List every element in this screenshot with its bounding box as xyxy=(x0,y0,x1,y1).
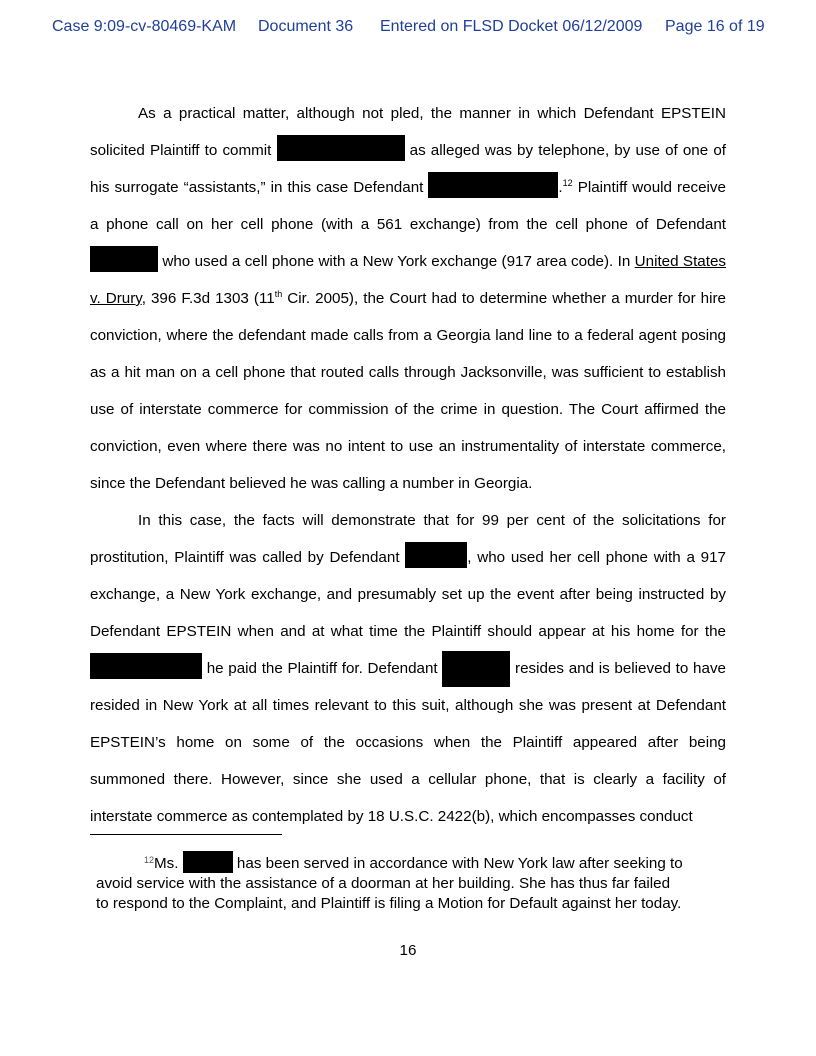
redaction-box xyxy=(428,172,558,198)
redaction-box xyxy=(405,542,467,568)
header-docket-entry: Entered on FLSD Docket 06/12/2009 xyxy=(380,18,643,35)
paragraph-1-text-4: Plaintiff would receive a phone call on her cell phone (with a 561 exchange) from the cell phone of Defendant xyxy=(90,179,726,233)
header-page-count: Page 16 of 19 xyxy=(665,18,765,35)
case-citation: United States v. Drury xyxy=(90,253,726,307)
paragraph-1-text-6: , 396 F.3d 1303 (11 xyxy=(141,290,275,307)
footnote-reference: 12 xyxy=(562,178,573,188)
paragraph-1-text-2: as alleged was by telephone, by use of one of his surrogate “assistants,” in this case Defendant xyxy=(90,142,726,196)
footnote-line-1 xyxy=(96,850,732,874)
paragraph-2-text-4: resides and is believed to have resided in New York at all times relevant to this suit, although she was present at Defendant EPSTEIN’s home on some of the occasions when the Plaintiff appeared after being summoned there. However, since she used a cellular phone, that is clearly a facility of interstate commerce as contemplated by 18 U.S.C. 2422(b), which encompasses conduct xyxy=(90,660,726,825)
docket-header xyxy=(0,18,816,38)
header-case-number: Case 9:09-cv-80469-KAM xyxy=(52,18,237,35)
paragraph-2-text-3: he paid the Plaintiff for. Defendant xyxy=(202,660,443,677)
document-body xyxy=(90,95,726,835)
footnote-line-3: to respond to the Complaint, and Plaintiff is filing a Motion for Default against her today. xyxy=(96,895,682,912)
paragraph-1-text-1: As a practical matter, although not pled, the manner in which Defendant EPSTEIN solicited Plaintiff to commit xyxy=(90,105,726,159)
footnote-line-2: avoid service with the assistance of a doorman at her building. She has thus far failed xyxy=(96,875,671,892)
paragraph-1-text-3: . xyxy=(558,179,563,196)
paragraph-2-text-2: , who used her cell phone with a 917 exchange, a New York exchange, and presumably set up the event after being instructed by Defendant EPSTEIN when and at what time the Plaintiff should appear at his home for the xyxy=(90,549,726,640)
paragraph-2-text-1: In this case, the facts will demonstrate that for 99 per cent of the solicitations for prostitution, Plaintiff was called by Defendant xyxy=(90,512,726,566)
redaction-box xyxy=(90,246,158,272)
footnote-text-2: has been served in accordance with New York law after seeking to xyxy=(232,855,683,872)
footnote-marker: 12 xyxy=(144,855,155,865)
redaction-box xyxy=(183,851,233,873)
ordinal-suffix: th xyxy=(274,289,283,299)
footnote xyxy=(96,850,732,914)
header-document-number: Document 36 xyxy=(258,18,354,35)
paragraph-1 xyxy=(90,95,726,502)
paragraph-2 xyxy=(90,502,726,835)
redaction-box xyxy=(90,653,202,679)
page-number: 16 xyxy=(399,942,417,959)
redaction-box xyxy=(277,135,405,161)
footnote-separator xyxy=(90,834,282,835)
redaction-box xyxy=(442,651,510,687)
footnote-text-1: Ms. xyxy=(154,855,183,872)
paragraph-1-text-7: Cir. 2005), the Court had to determine whether a murder for hire conviction, where the defendant made calls from a Georgia land line to a federal agent posing as a hit man on a cell phone that routed calls through Jacksonville, was sufficient to establish use of interstate commerce for commission of the crime in question. The Court affirmed the conviction, even where there was no intent to use an instrumentality of interstate commerce, since the Defendant believed he was calling a number in Georgia. xyxy=(90,290,726,492)
paragraph-1-text-5: who used a cell phone with a New York exchange (917 area code). In xyxy=(158,253,635,270)
